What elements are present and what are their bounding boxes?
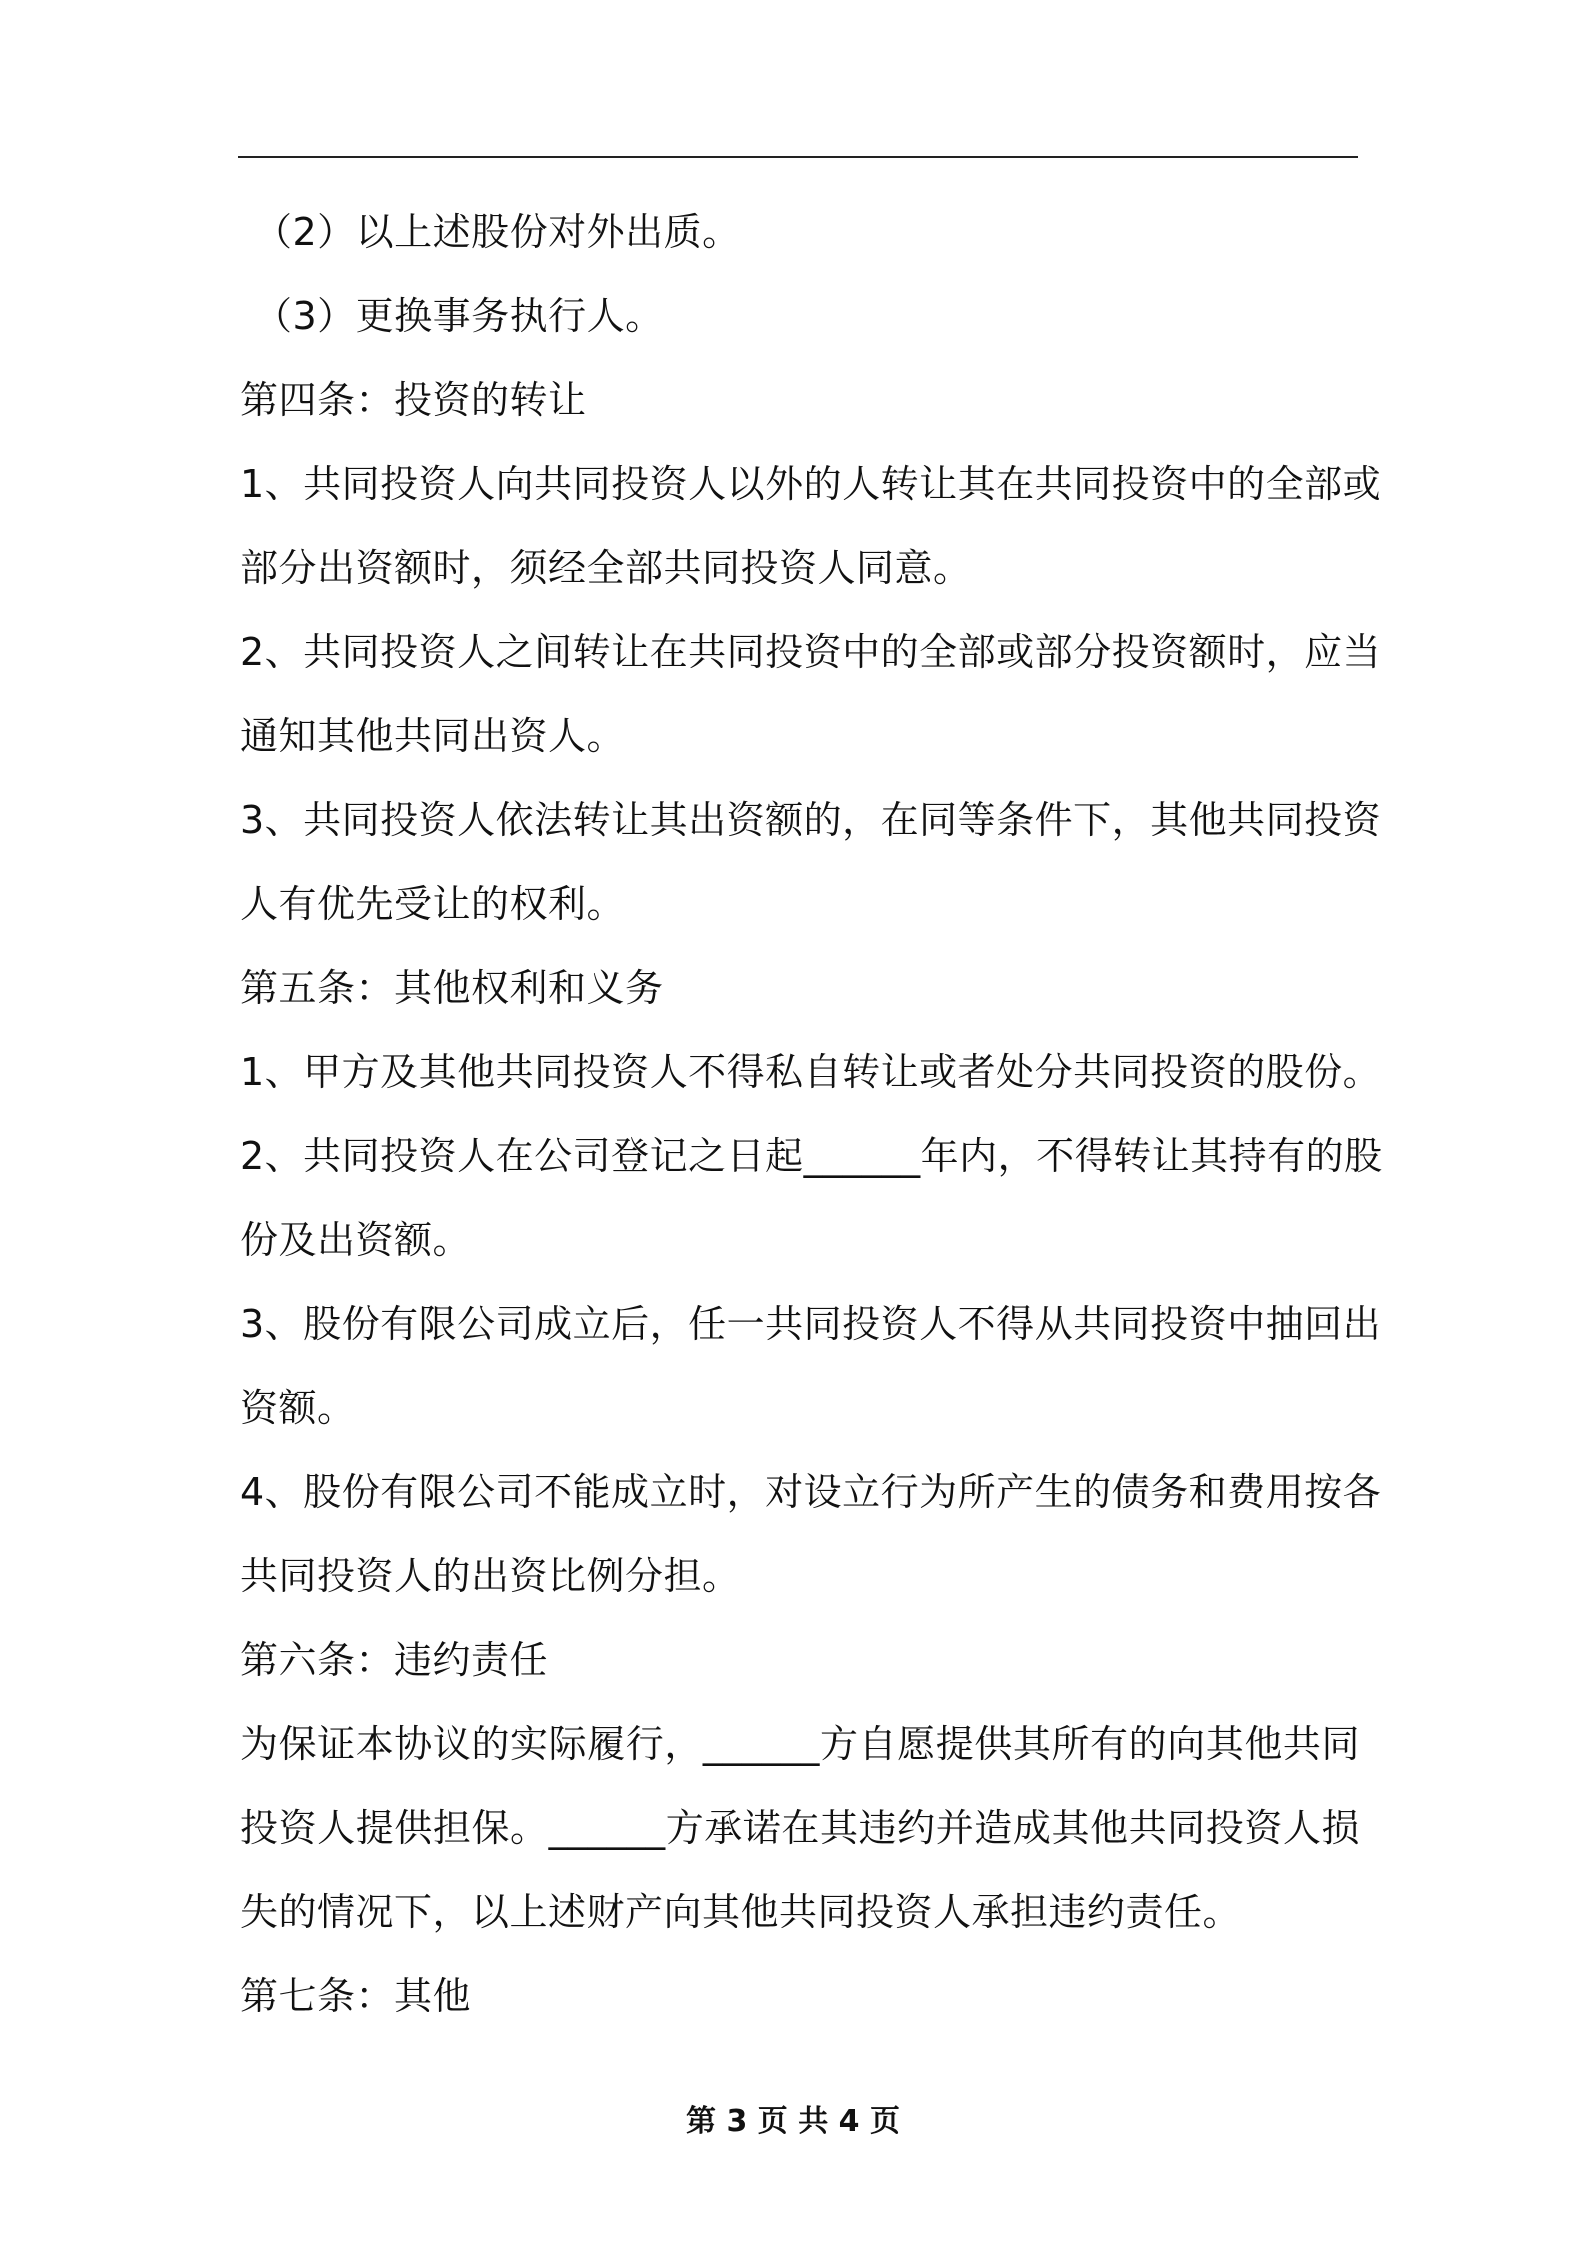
article-5-item-4-line-1: 4、股份有限公司不能成立时，对设立行为所产生的债务和费用按各	[240, 1470, 1382, 1514]
document-body	[240, 190, 1383, 2038]
article-5-item-1: 1、甲方及其他共同投资人不得私自转让或者处分共同投资的股份。	[240, 1050, 1382, 1094]
article-6-heading: 第六条：违约责任	[240, 1638, 549, 1682]
article-6-para-line-1: 为保证本协议的实际履行，______方自愿提供其所有的向其他共同	[240, 1722, 1360, 1766]
article-4-item-2-line-2: 通知其他共同出资人。	[240, 714, 626, 758]
article-4-heading: 第四条：投资的转让	[240, 378, 587, 422]
page-number-footer: 第 3 页 共 4 页	[686, 2104, 900, 2139]
article-5-item-3-line-2: 资额。	[240, 1386, 356, 1430]
article-4-item-3-line-1: 3、共同投资人依法转让其出资额的，在同等条件下，其他共同投资	[240, 798, 1382, 842]
article-4-item-1-line-2: 部分出资额时，须经全部共同投资人同意。	[240, 546, 972, 590]
article-4-item-1-line-1: 1、共同投资人向共同投资人以外的人转让其在共同投资中的全部或	[240, 462, 1382, 506]
article-5-item-3-line-1: 3、股份有限公司成立后，任一共同投资人不得从共同投资中抽回出	[240, 1302, 1382, 1346]
article-5-item-4-line-2: 共同投资人的出资比例分担。	[240, 1554, 741, 1598]
article-7-heading: 第七条：其他	[240, 1974, 472, 2018]
article-5-item-2-line-2: 份及出资额。	[240, 1218, 472, 1262]
header-rule	[238, 156, 1358, 158]
clause-3-item-2: （2）以上述股份对外出质。	[254, 210, 741, 254]
article-5-heading: 第五条：其他权利和义务	[240, 966, 664, 1010]
clause-3-item-3: （3）更换事务执行人。	[254, 294, 664, 338]
article-6-para-line-2: 投资人提供担保。______方承诺在其违约并造成其他共同投资人损	[240, 1806, 1360, 1850]
article-6-para-line-3: 失的情况下，以上述财产向其他共同投资人承担违约责任。	[240, 1890, 1242, 1934]
article-4-item-3-line-2: 人有优先受让的权利。	[240, 882, 626, 926]
article-4-item-2-line-1: 2、共同投资人之间转让在共同投资中的全部或部分投资额时，应当	[240, 630, 1382, 674]
article-5-item-2-line-1: 2、共同投资人在公司登记之日起______年内，不得转让其持有的股	[240, 1134, 1383, 1178]
